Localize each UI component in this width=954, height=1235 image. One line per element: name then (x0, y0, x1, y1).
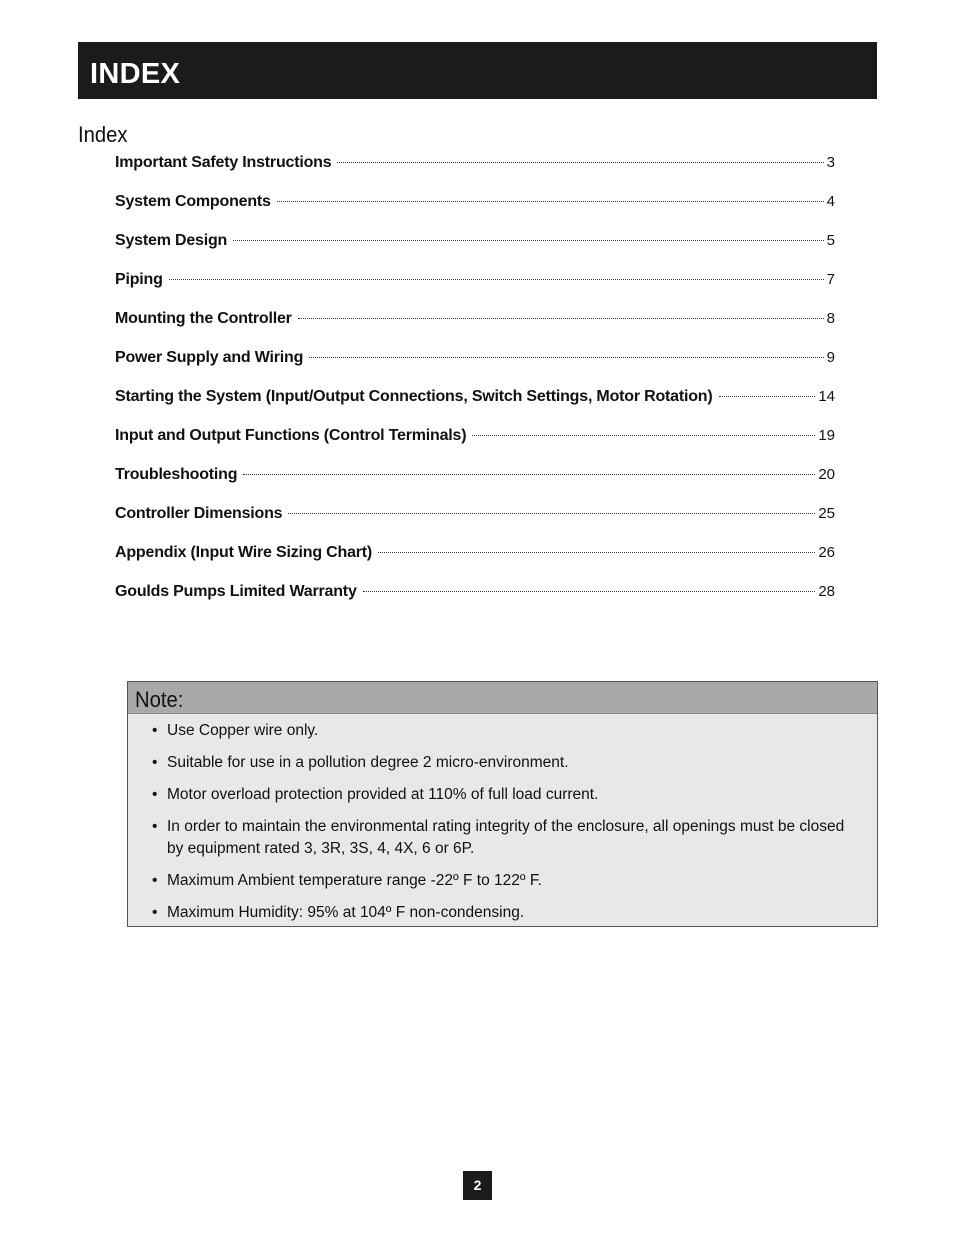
note-list (152, 720, 852, 934)
toc-entry-page: 7 (826, 271, 835, 288)
dot-leader (298, 318, 824, 319)
toc-entry-label: Important Safety Instructions (115, 154, 332, 171)
note-item (152, 816, 852, 860)
toc-entry-label: Appendix (Input Wire Sizing Chart) (115, 544, 373, 561)
note-title: Note: (135, 687, 184, 712)
toc-entry-page: 19 (818, 427, 835, 444)
toc-entry-label: Power Supply and Wiring (115, 349, 304, 366)
note-item-text: In order to maintain the environmental rating integrity of the enclosure, all openings must be closed by equipment rated 3, 3R, 3S, 4, 4X, 6 or 6P. (167, 818, 845, 857)
section-heading: Index (78, 122, 128, 147)
note-item (152, 720, 852, 742)
toc-entry-label: Starting the System (Input/Output Connections, Switch Settings, Motor Rotation) (115, 388, 713, 405)
toc-entry-page: 9 (826, 349, 835, 366)
note-item-text: Suitable for use in a pollution degree 2 micro-environment. (167, 754, 569, 771)
toc-entry-label: Goulds Pumps Limited Warranty (115, 583, 357, 600)
bullet-icon: • (152, 722, 158, 739)
dot-leader (378, 552, 815, 553)
dot-leader (277, 201, 824, 202)
bullet-icon: • (152, 786, 158, 803)
note-item-text: Motor overload protection provided at 110% of full load current. (167, 786, 599, 803)
dot-leader (363, 591, 816, 592)
toc-entry[interactable] (115, 230, 835, 269)
bullet-icon: • (152, 754, 158, 771)
toc-entry-label: Piping (115, 271, 163, 288)
toc-entry[interactable] (115, 581, 835, 620)
bullet-icon: • (152, 818, 158, 835)
page-title: INDEX (90, 58, 181, 90)
dot-leader (337, 162, 823, 163)
toc-entry-label: System Components (115, 193, 271, 210)
toc-entry-page: 25 (818, 505, 835, 522)
dot-leader (472, 435, 815, 436)
toc-entry[interactable] (115, 464, 835, 503)
bullet-icon: • (152, 872, 158, 889)
table-of-contents (115, 152, 835, 620)
toc-entry-label: Controller Dimensions (115, 505, 283, 522)
dot-leader (288, 513, 815, 514)
toc-entry-label: System Design (115, 232, 228, 249)
toc-entry-label: Troubleshooting (115, 466, 238, 483)
toc-entry[interactable] (115, 269, 835, 308)
toc-entry[interactable] (115, 347, 835, 386)
dot-leader (309, 357, 823, 358)
note-item-text: Maximum Humidity: 95% at 104º F non-condensing. (167, 904, 525, 921)
toc-entry-page: 14 (818, 388, 835, 405)
note-item (152, 784, 852, 806)
toc-entry[interactable] (115, 152, 835, 191)
dot-leader (169, 279, 824, 280)
toc-entry[interactable] (115, 425, 835, 464)
note-item (152, 870, 852, 892)
note-item-text: Maximum Ambient temperature range -22º F to 122º F. (167, 872, 542, 889)
bullet-icon: • (152, 904, 158, 921)
toc-entry-page: 26 (818, 544, 835, 561)
note-box (127, 681, 878, 927)
toc-entry-label: Input and Output Functions (Control Terminals) (115, 427, 467, 444)
toc-entry[interactable] (115, 542, 835, 581)
toc-entry-page: 5 (826, 232, 835, 249)
page-header-bar (78, 42, 877, 99)
toc-entry-page: 3 (826, 154, 835, 171)
toc-entry[interactable] (115, 386, 835, 425)
toc-entry[interactable] (115, 308, 835, 347)
note-item (152, 752, 852, 774)
note-header (128, 682, 877, 714)
toc-entry-page: 20 (818, 466, 835, 483)
toc-entry-page: 4 (826, 193, 835, 210)
toc-entry[interactable] (115, 503, 835, 542)
note-item (152, 902, 852, 924)
toc-entry-page: 8 (826, 310, 835, 327)
toc-entry-page: 28 (818, 583, 835, 600)
toc-entry-label: Mounting the Controller (115, 310, 292, 327)
note-item-text: Use Copper wire only. (167, 722, 319, 739)
dot-leader (233, 240, 824, 241)
toc-entry[interactable] (115, 191, 835, 230)
page-number: 2 (463, 1171, 492, 1200)
dot-leader (243, 474, 815, 475)
dot-leader (719, 396, 816, 397)
